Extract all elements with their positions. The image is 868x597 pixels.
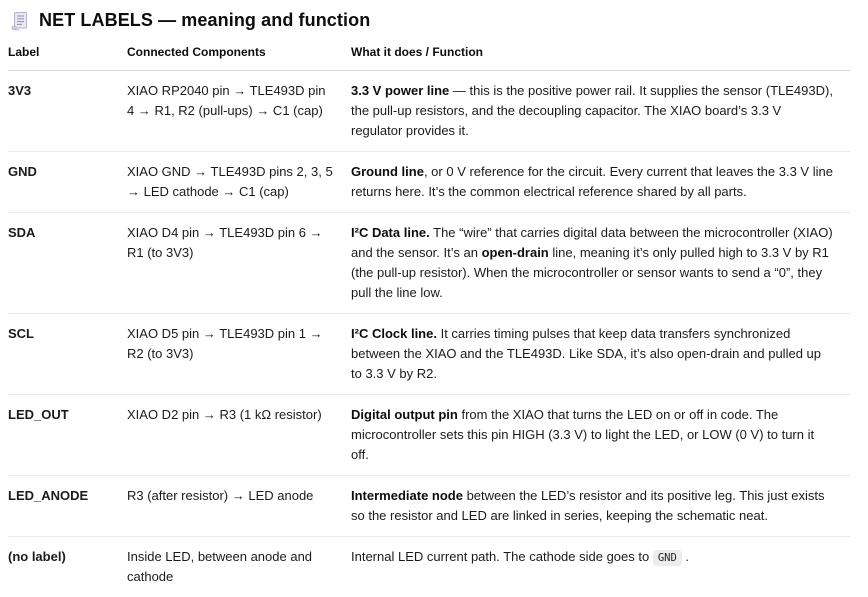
table-row [8,213,850,314]
body-text: It carries timing pulses that keep data transfers synchronized between the XIAO and the TLE493D. Like SDA, it’s also open-drain and pulled up to 3.3 V by R2. [351,326,821,381]
bold-text: Ground line [351,164,424,179]
net-labels-table [8,41,850,597]
body-text: , or 0 V reference for the circuit. Every current that leaves the 3.3 V line returns here. It’s the common electrical reference shared by all parts. [351,164,833,199]
components-cell: Inside LED, between anode and cathode [127,537,351,597]
components-cell: R3 (after resistor) → LED anode [127,476,351,537]
components-cell: XIAO D4 pin → TLE493D pin 6 → R1 (to 3V3) [127,213,351,314]
components-cell: XIAO RP2040 pin → TLE493D pin 4 → R1, R2 (pull-ups) → C1 (cap) [127,71,351,152]
page-header [8,8,850,41]
bold-text: I²C Data line. [351,225,430,240]
label-cell: LED_OUT [8,395,127,476]
body-text: The “wire” that carries digital data between the microcontroller (XIAO) and the sensor. It’s an [351,225,833,260]
bold-text: 3.3 V power line [351,83,449,98]
bold-text: Intermediate node [351,488,463,503]
label-cell: 3V3 [8,71,127,152]
bold-text: I²C Clock line. [351,326,437,341]
components-cell: XIAO D5 pin → TLE493D pin 1 → R2 (to 3V3) [127,314,351,395]
function-cell [351,537,850,597]
table-row [8,314,850,395]
body-text: — this is the positive power rail. It supplies the sensor (TLE493D), the pull-up resistors, and the decoupling capacitor. The XIAO board’s 3.3 V regulator provides it. [351,83,833,138]
function-cell [351,476,850,537]
table-row [8,537,850,597]
table-row [8,476,850,537]
column-header-label: Label [8,41,127,71]
function-cell [351,314,850,395]
label-cell: SCL [8,314,127,395]
column-header-function: What it does / Function [351,41,850,71]
function-cell [351,152,850,213]
function-cell [351,71,850,152]
label-cell: (no label) [8,537,127,597]
body-text: . [682,549,689,564]
inline-code: GND [653,550,682,566]
bold-text: Digital output pin [351,407,458,422]
label-cell: LED_ANODE [8,476,127,537]
body-text: from the XIAO that turns the LED on or off in code. The microcontroller sets this pin HIGH (3.3 V) to light the LED, or LOW (0 V) to turn it off. [351,407,814,462]
label-cell: GND [8,152,127,213]
function-cell [351,395,850,476]
body-text: line, meaning it’s only pulled high to 3.3 V by R1 (the pull-up resistor). When the microcontroller or sensor wants to send a “0”, they pull the line low. [351,245,829,300]
body-text: between the LED’s resistor and its positive leg. This just exists so the resistor and LED are linked in series, keeping the schematic neat. [351,488,825,523]
table-row [8,71,850,152]
label-cell: SDA [8,213,127,314]
components-cell: XIAO D2 pin → R3 (1 kΩ resistor) [127,395,351,476]
function-cell [351,213,850,314]
body-text: Internal LED current path. The cathode side goes to [351,549,653,564]
components-cell: XIAO GND → TLE493D pins 2, 3, 5 → LED cathode → C1 (cap) [127,152,351,213]
receipt-icon [10,11,30,31]
column-header-components: Connected Components [127,41,351,71]
table-row [8,152,850,213]
page-title: NET LABELS — meaning and function [39,10,370,31]
table-row [8,395,850,476]
table-header-row [8,41,850,71]
bold-text: open-drain [482,245,549,260]
